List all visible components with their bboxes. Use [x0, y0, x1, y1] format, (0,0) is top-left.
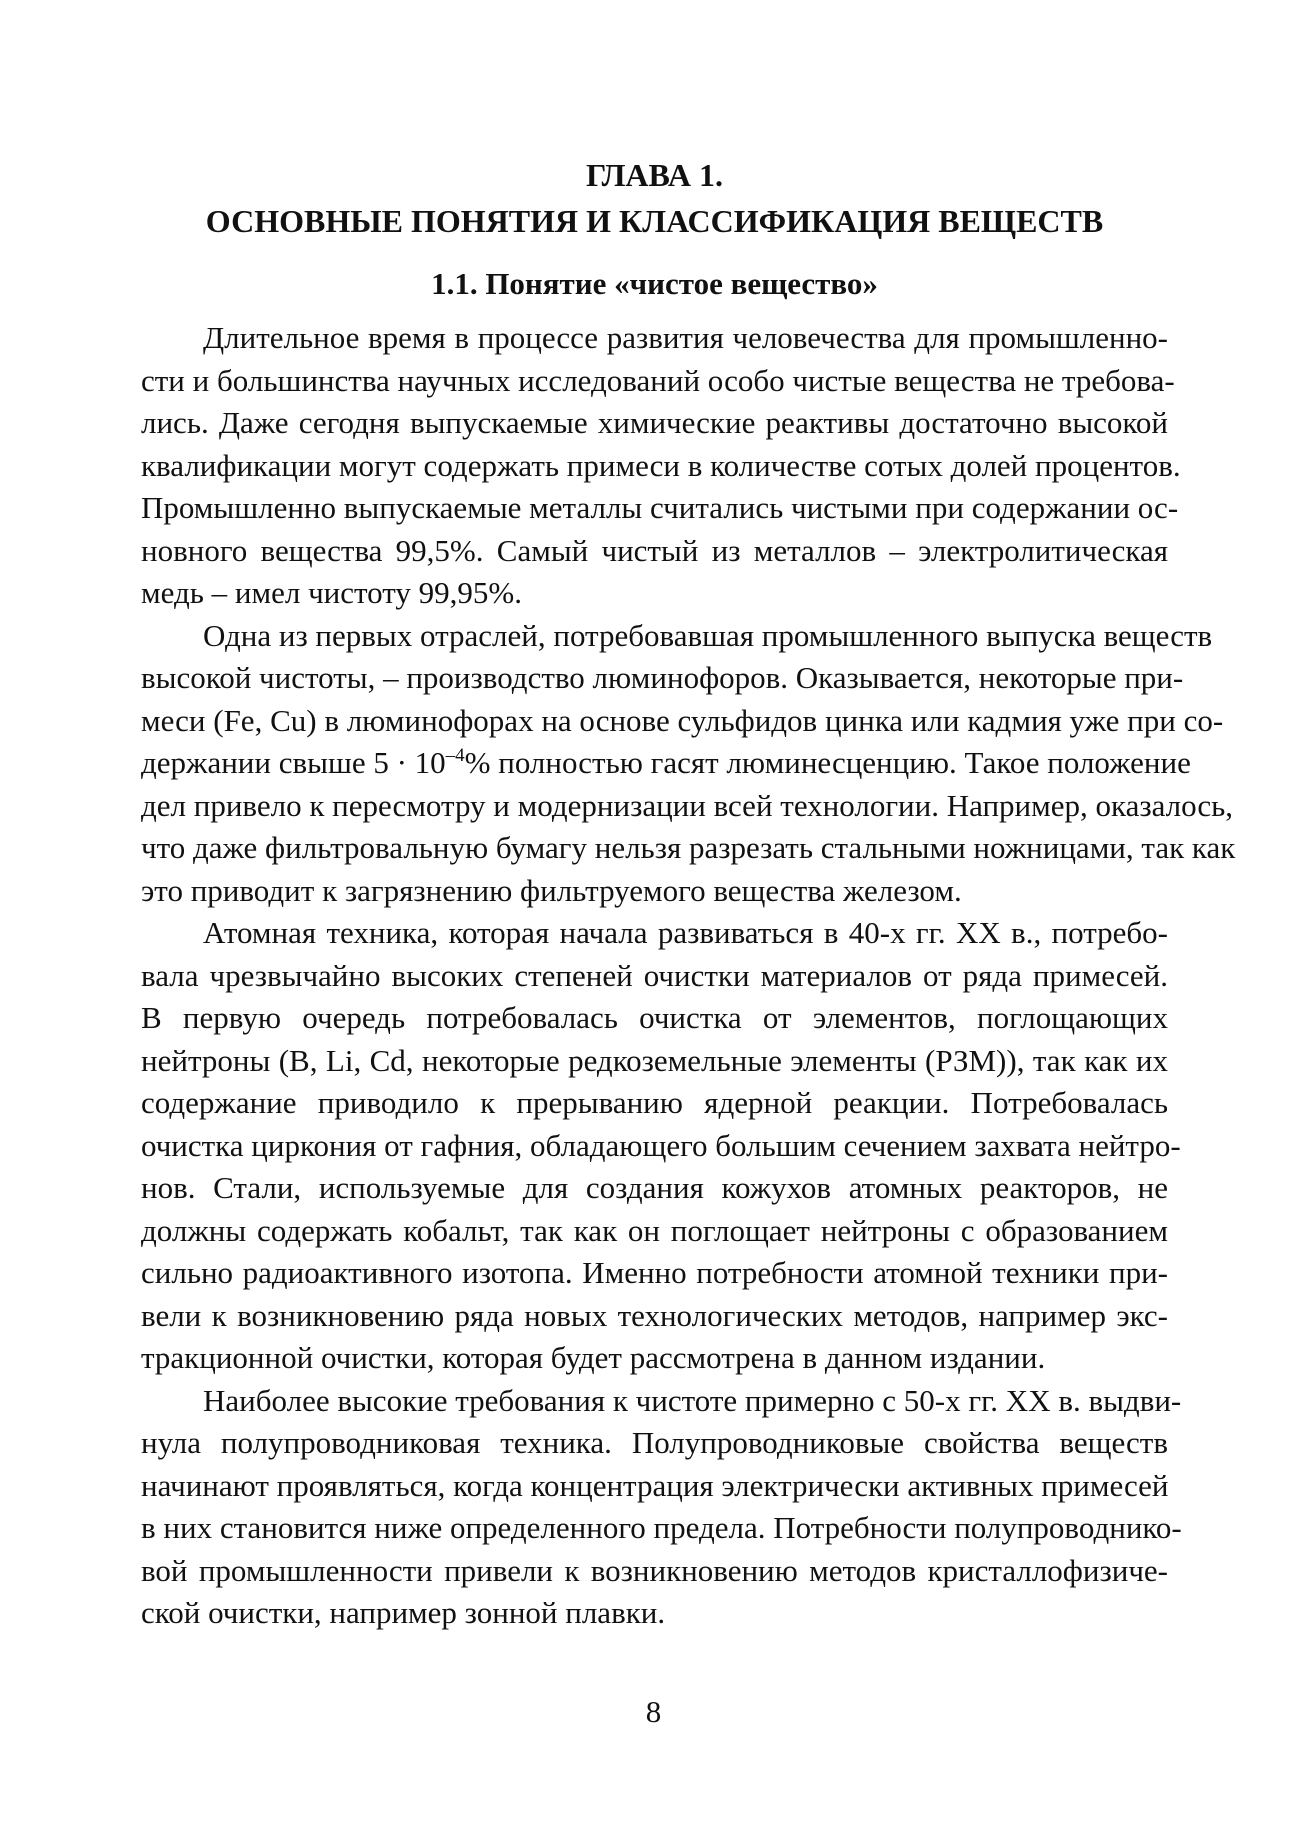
body-text — [141, 317, 1236, 1635]
text-line: тракционной очистки, которая будет рассмотрена в данном издании. — [141, 1340, 1046, 1375]
text-line-part: % полностью гасят люминесценцию. Такое положение — [464, 745, 1191, 780]
chapter-title: ОСНОВНЫЕ ПОНЯТИЯ И КЛАССИФИКАЦИЯ ВЕЩЕСТВ — [205, 203, 1104, 239]
paragraph — [141, 317, 1181, 615]
text-line: высокой чистоты, – производство люминофоров. Оказывается, некоторые при- — [141, 660, 1184, 695]
text-line-part: держании свыше 5 · 10 — [141, 745, 446, 780]
text-line: начинают проявляться, когда концентрация электрически активных примесей — [141, 1467, 1169, 1503]
text-line: В первую очередь потребовалась очистка от элементов, поглощающих — [141, 1000, 1168, 1035]
text-line: Длительное время в процессе развития человечества для промышленно- — [203, 320, 1168, 355]
text-line: Одна из первых отраслей, потребовавшая промышленного выпуска веществ — [203, 617, 1213, 653]
text-line: это приводит к загрязнению фильтруемого вещества железом. — [141, 872, 962, 908]
text-line: дел привело к пересмотру и модернизации всей технологии. Например, оказалось, — [141, 787, 1234, 823]
text-line: сильно радиоактивного изотопа. Именно потребности атомной техники при- — [141, 1255, 1168, 1290]
text-line: вала чрезвычайно высоких степеней очистки материалов от ряда примесей. — [141, 957, 1168, 993]
section-title: 1.1. Понятие «чистое вещество» — [431, 266, 878, 301]
text-line: Промышленно выпускаемые металлы считались чистыми при содержании ос- — [141, 490, 1179, 525]
text-line: Наиболее высокие требования к чистоте примерно с 50-х гг. XX в. выдви- — [203, 1382, 1182, 1418]
text-line: новного вещества 99,5%. Самый чистый из металлов – электролитическая — [141, 532, 1168, 568]
chapter-label: ГЛАВА 1. — [586, 157, 723, 193]
text-line: нула полупроводниковая техника. Полупроводниковые свойства веществ — [141, 1425, 1168, 1460]
text-line: что даже фильтровальную бумагу нельзя разрезать стальными ножницами, так как — [141, 830, 1236, 865]
paragraph — [141, 1380, 1182, 1635]
text-line: содержание приводило к прерыванию ядерной реакции. Потребовалась — [141, 1085, 1168, 1120]
text-line: должны содержать кобальт, так как он поглощает нейтроны с образованием — [141, 1212, 1168, 1248]
text-line: квалификации могут содержать примеси в количестве сотых долей процентов. — [141, 447, 1181, 483]
text-line: сти и большинства научных исследований особо чистые вещества не требова- — [141, 362, 1175, 398]
text-line: в них становится ниже определенного предела. Потребности полупроводнико- — [141, 1510, 1182, 1545]
text-line: медь – имел чистоту 99,95%. — [141, 575, 522, 610]
text-line: нов. Стали, используемые для создания кожухов атомных реакторов, не — [141, 1170, 1168, 1205]
chapter-heading — [141, 152, 1168, 244]
paragraph — [141, 912, 1181, 1380]
text-line: очистка циркония от гафния, обладающего большим сечением захвата нейтро- — [141, 1127, 1181, 1163]
text-line: нейтроны (B, Li, Cd, некоторые редкоземельные элементы (РЗМ)), так как их — [141, 1042, 1168, 1078]
text-line: ской очистки, например зонной плавки. — [141, 1595, 666, 1630]
exponent: –4 — [445, 745, 465, 766]
paragraph — [141, 615, 1236, 913]
text-line: вели к возникновению ряда новых технологических методов, например экс- — [141, 1297, 1168, 1333]
text-line: Атомная техника, которая начала развиваться в 40-х гг. XX в., потребо- — [203, 915, 1168, 950]
text-line-with-superscript — [141, 742, 1191, 785]
page-number: 8 — [645, 1694, 662, 1729]
text-line: лись. Даже сегодня выпускаемые химические реактивы достаточно высокой — [141, 405, 1168, 440]
text-line: меси (Fe, Cu) в люминофорах на основе сульфидов цинка или кадмия уже при со- — [141, 702, 1224, 738]
text-line: вой промышленности привели к возникновению методов кристаллофизиче- — [141, 1552, 1168, 1588]
